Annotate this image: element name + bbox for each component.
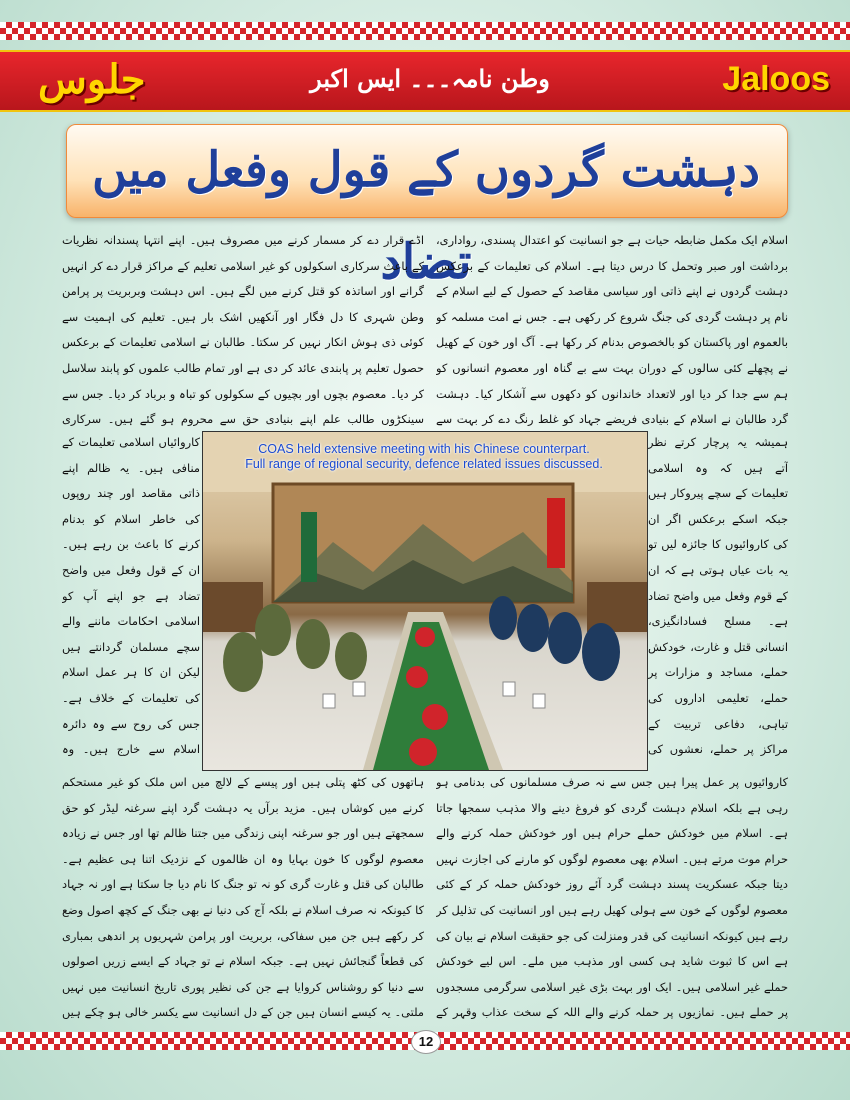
paragraph: اڈے قرار دے کر مسمار کرنے میں مصروف ہیں۔ اپنے انتہا پسندانہ نظریات کے باعث سرکاری اسکولوں کو غیر اسلامی تعلیم کے مراکز قرار دے کر انہیں گرانے اور اساتذہ کو قتل کرنے میں لگے ہیں۔ اس دہشت وبربریت پر پرامن وطن شہری کا دل فگار اور آنکھیں اشک بار ہیں۔ تعلیم کی اہمیت سے کوئی ذی ہوش انکار نہیں کر سکتا۔ طالبان نے اسلامی تعلیمات کے برعکس حصول تعلیم پر پابندی عائد کر دی ہے اور تمام طالب علموں کو پابند سلاسل کر دیا۔ معصوم بچوں اور بچیوں کے سکولوں کو تباہ و برباد کر دیا۔ جس سے سینکڑوں طالب علم اپنے بنیادی حق سے محروم ہو گئے ہیں۔ سرکاری — [62, 233, 424, 427]
paragraph: کاروائیاں اسلامی تعلیمات کے منافی ہیں۔ یہ ظالم اپنے ذاتی مقاصد اور چند روپوں کی خاطر اسلام کو بدنام کرنے کا باعث بن رہے ہیں۔ ان کے قول وفعل میں واضح تضاد ہے جو اپنے آپ کو اسلامی احکامات ماننے والے سچے مسلمان گردانتے ہیں لیکن ان کا ہر عمل اسلام کی تعلیمات کے خلاف ہے۔ جس کی روح سے وہ دائرہ اسلام سے خارج ہیں۔ وہ — [62, 435, 200, 757]
caption-line: Full range of regional security, defence related issues discussed. — [245, 457, 603, 471]
paragraph: ہاتھوں کی کٹھ پتلی ہیں اور پیسے کے لالچ میں اس ملک کو غیر مستحکم کرنے میں کوشاں ہیں۔ مزید برآں یہ دہشت گرد اپنے سرغنہ لیڈر کو حق سمجھتے ہیں اور جو سرغنہ اپنی زندگی میں جتنا ظالم تھا اور جس نے زیادہ معصوم لوگوں کا خون بہایا وہ ان ظالموں کے نزدیک اتنا ہی عظیم ہے۔ طالبان کی قتل و غارت گری کو نہ تو جنگ کا نام دیا جا سکتا ہے اور نہ جہاد کا کیونکہ نہ صرف اسلام نے بلکہ آج کی دنیا نے بھی جنگ کے کچھ اصول وضع کر رکھے ہیں جن میں سفاکی، بربریت اور پرامن شہریوں پر اندھی بمباری کی قطعاً گنجائش نہیں ہے۔ جبکہ اسلام نے تو جہاد کے ایسے زریں اصولوں سے دنیا کو روشناس کروایا ہے جن کی نظیر پوری تاریخ انسانیت میں نہیں ملتی۔ یہ کیسے انسان ہیں جن کے دل انسانیت سے یکسر خالی ہو چکے ہیں — [62, 775, 424, 1020]
paragraph: اسلام ایک مکمل ضابطہ حیات ہے جو انسانیت کو اعتدال پسندی، رواداری، برداشت اور صبر وتحمل کا درس دیتا ہے۔ اسلام کی تعلیمات کے برعکس دہشت گردوں نے اپنے ذاتی اور سیاسی مقاصد کے حصول کے لیے اسلام کے نام پر دہشت گردی کی جنگ شروع کر رکھی ہے۔ جس نے امت مسلمہ کو بالعموم اور پاکستان کو بالخصوص بدنام کر رکھا ہے۔ آگ اور خون کے کھیل نے پچھلے کئی سالوں کے دوران بہت سے بے گناہ اور معصوم انسانوں کو ہم سے جدا کر دیا اور لاتعداد خاندانوں کو دکھوں سے آشکار کیا۔ دہشت گرد طالبان نے اسلام کے بنیادی فریضے جہاد کو غلط رنگ دے کر بہت سے — [436, 233, 788, 427]
article-column-right-mid — [648, 430, 788, 766]
meeting-photo — [202, 431, 648, 771]
meeting-room-illustration — [203, 432, 647, 770]
top-checker-border — [0, 22, 850, 40]
article-column-right-top — [436, 228, 788, 428]
article-headline: دہشت گردوں کے قول وفعل میں تضاد — [91, 142, 761, 290]
paragraph: ہمیشہ یہ پرچار کرتے نظر آتے ہیں کہ وہ اسلامی تعلیمات کے سچے پیروکار ہیں جبکہ اسکے برعکس اگر ان کی کاروائیوں کا جائزہ لیں تو یہ بات عیاں ہوتی ہے کہ ان کے قوم وفعل میں واضح تضاد ہے۔ مسلح فسادانگیزی، انسانی قتل و غارت، خودکش حملے، مساجد و مزارات پر حملے، تعلیمی اداروں کی تباہی، دفاعی تربیت کے مراکز پر حملے، نعشوں کی — [648, 435, 788, 757]
caption-line: COAS held extensive meeting with his Chinese counterpart. — [258, 442, 590, 456]
series-title: وطن نامہ۔۔۔ ایس اکبر — [310, 64, 550, 93]
logo-urdu: جلوس — [38, 56, 146, 103]
logo-english: Jaloos — [722, 60, 830, 98]
paragraph: کاروائیوں پر عمل پیرا ہیں جس سے نہ صرف مسلمانوں کی بدنامی ہو رہی ہے بلکہ اسلام دہشت گردی کو فروغ دینے والا مذہب سمجھا جاتا ہے۔ اسلام میں خودکش حملے حرام ہیں اور خودکش حملہ کرنے والے حرام موت مرتے ہیں۔ اسلام بھی معصوم لوگوں کو مارنے کی اجازت نہیں دیتا جبکہ عسکریت پسند دہشت گرد آئے روز خودکش حملہ کر کے کئی معصوم لوگوں کے خون سے ہولی کھیل رہے ہیں اور انسانیت کی تذلیل کر رہے ہیں کیونکہ انسانیت کی قدر ومنزلت کی جو حقیقت اسلام نے بیان کی ہے اس کا ثبوت شاید ہی کسی اور مذہب میں ملے۔ اس لیے خودکش حملے غیر اسلامی ہیں۔ ایک اور بہت بڑی غیر اسلامی سرگرمی مسجدوں پر حملے ہیں۔ نمازیوں پر حملہ کرنے والے اللہ کے سخت عذاب وقہر کے — [436, 775, 788, 1020]
page-number: 12 — [411, 1030, 441, 1054]
article-column-left-top — [62, 228, 424, 428]
article-column-left-mid — [62, 430, 200, 766]
article-column-left-bottom — [62, 770, 424, 1024]
photo-caption — [202, 442, 646, 472]
article-column-right-bottom — [436, 770, 788, 1024]
